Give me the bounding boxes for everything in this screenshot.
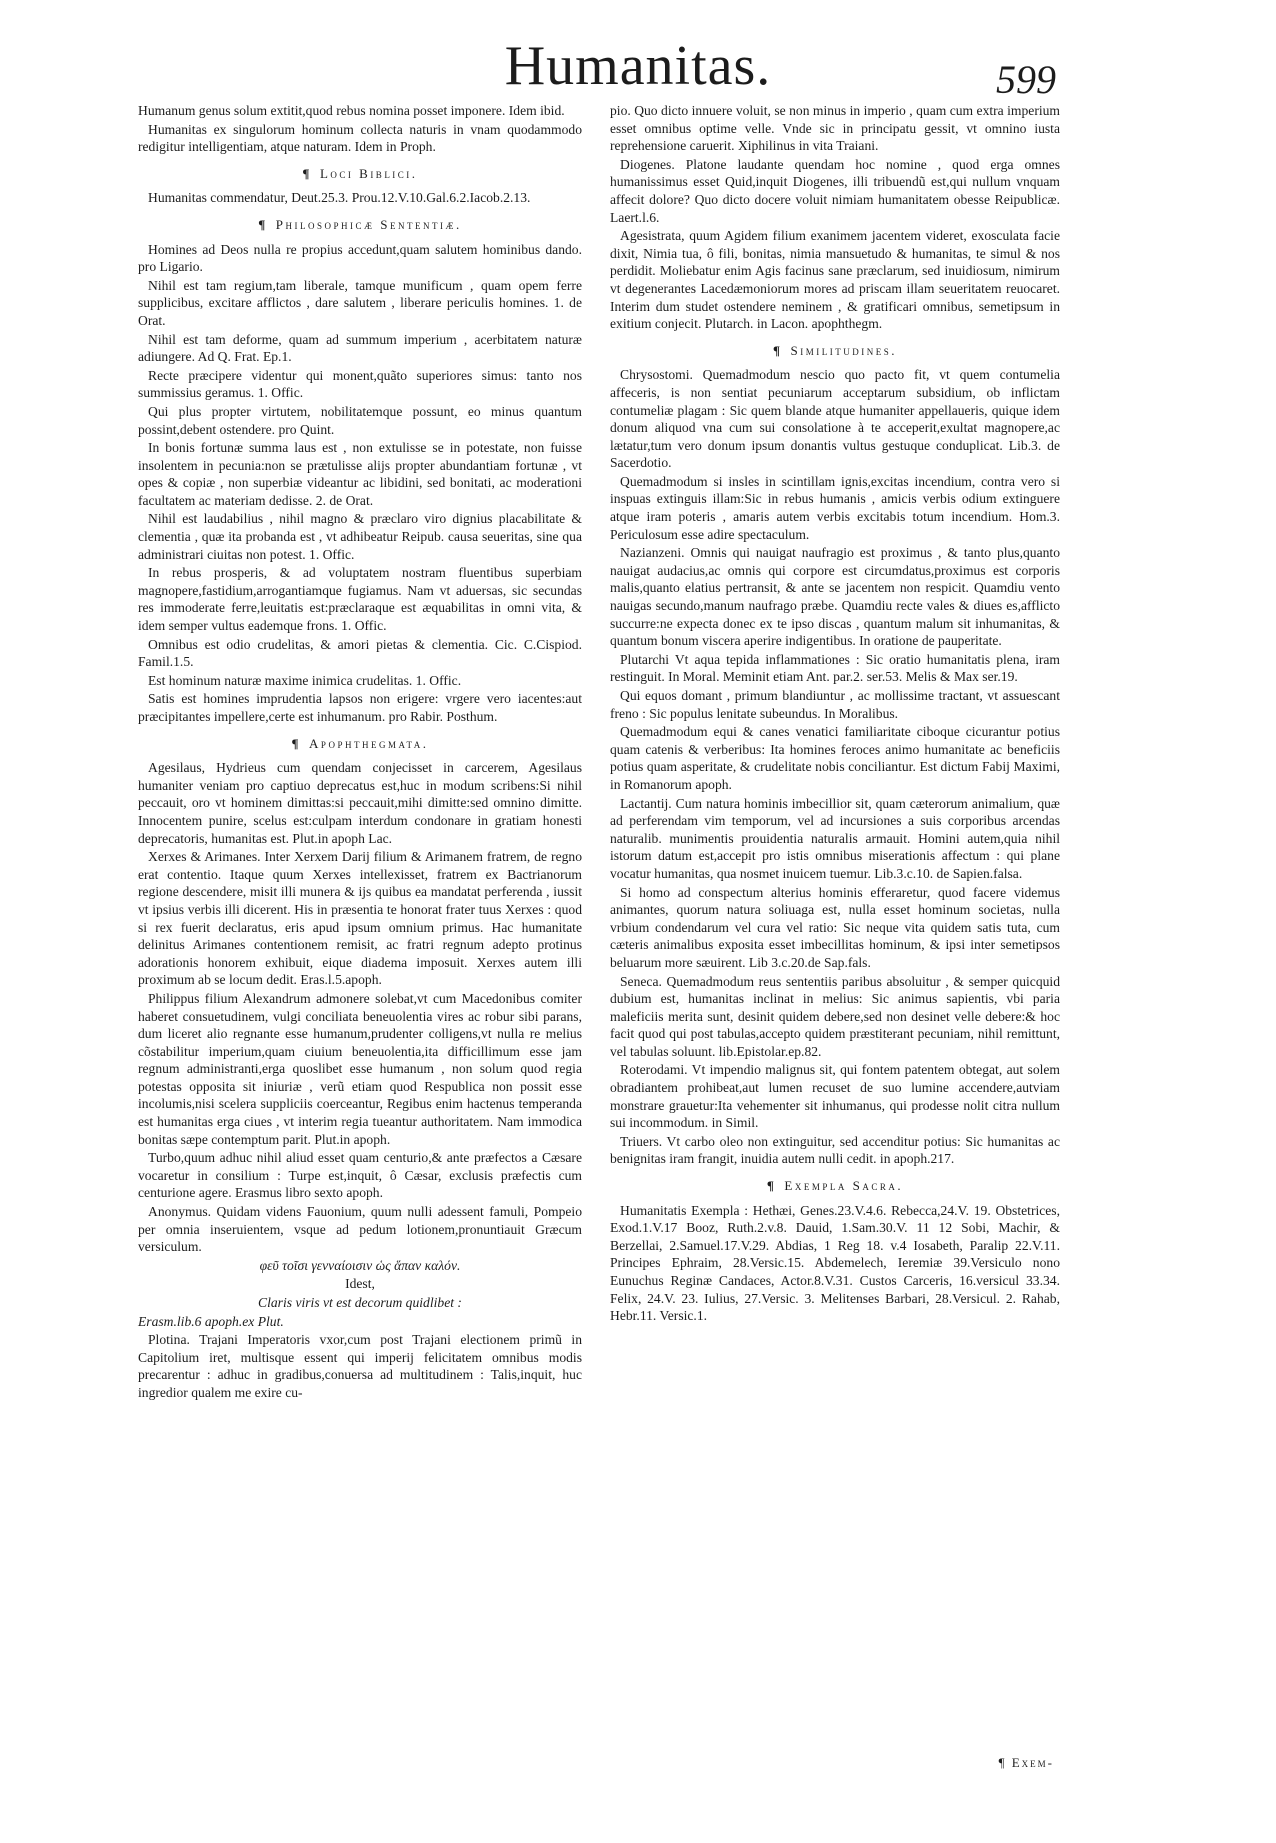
section-heading-similitudines: ¶ Similitudines. bbox=[773, 342, 897, 358]
pilcrow-icon: ¶ bbox=[302, 165, 312, 181]
paragraph: Lactantij. Cum natura hominis imbecillior sit, quam cæterorum animalium, quæ ad perferendam vim temporum, vel ad incursiones a suis corporibus arcendas naturalib. munimentis prouidentia naturalis armauit. Homini autem,quia nihil istorum datum est,accepit pro istis omnibus miserationis affectum : qui plane vocatur humanitas, qua nosmet inuicem tuemur. Lib.3.c.10. de Sapien.falsa. bbox=[610, 795, 1060, 881]
source-citation: Erasm.lib.6 apoph.ex Plut. bbox=[138, 1313, 284, 1329]
pilcrow-icon: ¶ bbox=[258, 216, 268, 232]
paragraph: Nihil est tam deforme, quam ad summum imperium , acerbitatem naturæ adiungere. Ad Q. Frat. Ep.1. bbox=[138, 331, 582, 365]
page-title: Humanitas. bbox=[504, 35, 772, 97]
paragraph: Homines ad Deos nulla re propius accedunt,quam salutem hominibus dando. pro Ligario. bbox=[138, 241, 582, 275]
paragraph: Humanitas commendatur, Deut.25.3. Prou.12.V.10.Gal.6.2.Iacob.2.13. bbox=[148, 190, 531, 206]
paragraph: Omnibus est odio crudelitas, & amori pietas & clementia. Cic. C.Cispiod. Famil.1.5. bbox=[138, 636, 582, 670]
section-heading-loci: ¶ Loci Biblici. bbox=[302, 165, 418, 181]
paragraph: Plutarchi Vt aqua tepida inflammationes : Sic oratio humanitatis plena, iram restinguit. In Moral. Meminit etiam Ant. par.2. ser.53. Melis & Max ser.19. bbox=[610, 651, 1060, 685]
paragraph: In rebus prosperis, & ad voluptatem nostram fluentibus superbiam magnopere,fastidium,arrogantiamque fugiamus. Nam vt aduersas, sic secundas res immoderate ferre,leuitatis est:præclaraque est æquabilitas in omni vita, & idem semper vultus eademque frons. 1. Offic. bbox=[138, 565, 582, 634]
paragraph: Humanitatis Exempla : Hethæi, Genes.23.V.4.6. Rebecca,24.V. 19. Obstetrices, Exod.1.V.17 Booz, Ruth.2.v.8. Dauid, 1.Sam.30.V. 11 12 Sobi, Machir, & Berzellai, 2.Samuel.17.V.29. Abdias, 1 Reg 18. v.4 Iosabeth, Paralip 22.V.11. Principes Ephraim, 28.Versic.15. Abdemelech, Ieremiæ 39.Versiculo nono Eunuchus Reginæ Candaces, Actor.8.V.31. Custos Carceris, 16.versicul 33.34. Felix, 24.V. 23. Iulius, 27.Versic. 3. Melitenses Barbari, 28.Versicul. 2. Rahab, Hebr.11. Versic.1. bbox=[610, 1202, 1060, 1324]
paragraph: Quemadmodum si insles in scintillam ignis,excitas incendium, contra vero si inspuas extinguis illam:Sic in rebus humanis , amicis verbis odium extinguere atque iram poteris , amaris autem verbis excitabis totum incendium. Hom.3. Periculosum esse adire spectaculum. bbox=[610, 473, 1060, 542]
paragraph: Anonymus. Quidam videns Fauonium, quum nulli adessent famuli, Pompeio per omnia inseruientem, vsque ad pedum lotionem,pronuntiauit Græcum versiculum. bbox=[138, 1204, 582, 1255]
paragraph: Humanitas ex singulorum hominum collecta naturis in vnam quodammodo redigitur intelligentiam, atque naturam. Idem in Proph. bbox=[138, 121, 582, 155]
paragraph: Seneca. Quemadmodum reus sententiis paribus absoluitur , & semper quicquid dubium est, humanitas inclinat in melius: Sic animus sapientis, vbi paria maleficiis merita sunt, desinit quidem debere,sed non desinet velle debere:& hoc facit quod qui post tabulas,accepto quidem præstiterant pecuniam, nihil remittunt, vel tabulas soluunt. lib.Epistolar.ep.82. bbox=[610, 973, 1060, 1059]
left-column bbox=[138, 102, 582, 1403]
paragraph: Diogenes. Platone laudante quendam hoc nomine , quod erga omnes humanissimus esset Quid,inquit Diogenes, illi tribuendũ est,qui nullum vnquam affecit dolore? Quo dicto docere voluit nimiam humanitatem obesse Reipublicæ. Laert.l.6. bbox=[610, 156, 1060, 225]
pilcrow-icon: ¶ bbox=[773, 342, 783, 358]
page-number: 599 bbox=[996, 57, 1056, 102]
latin-verse: Claris viris vt est decorum quidlibet : bbox=[258, 1295, 462, 1310]
paragraph: Quemadmodum equi & canes venatici familiaritate ciboque cicurantur potius quam catenis & verberibus: Ita homines feroces animo humanitate ac beneficiis potius quam asperitate, & crudelitate nobis conciliantur. Est dictum Fabij Maximi, in Romanorum apoph. bbox=[610, 724, 1060, 792]
paragraph: Agesilaus, Hydrieus cum quendam conjecisset in carcerem, Agesilaus humaniter veniam pro captiuo deprecatus est,huc in modum scribens:Si nihil peccauit, oro vt hominem dimittas:si peccauit,mihi dimitte:sed omnino dimitte. Innocentem punire, scelus est:culpam interdum condonare in gratiam honesti deprecatoris, humanitas est. Plut.in apoph Lac. bbox=[138, 760, 582, 846]
paragraph: pio. Quo dicto innuere voluit, se non minus in imperio , quam cum extra imperium esset omnibus optime velle. Vnde sic in principatu gessit, vt omnino iusta reprehensione caruerit. Xiphilinus in vita Traiani. bbox=[610, 103, 1060, 154]
section-heading-apophthegmata: ¶ Apophthegmata. bbox=[291, 735, 429, 751]
paragraph: Recte præcipere videntur qui monent,quãto superiores simus: tanto nos summissius geramus. 1. Offic. bbox=[138, 367, 582, 401]
paragraph: Nihil est tam regium,tam liberale, tamque munificum , quam opem ferre supplicibus, excitare afflictos , dare salutem , liberare periculis homines. 1. de Orat. bbox=[138, 277, 582, 328]
paragraph: Triuers. Vt carbo oleo non extinguitur, sed accenditur potius: Sic humanitas ac benignitas iram frangit, inuidia autem nulli cedit. in apoph.217. bbox=[610, 1133, 1060, 1167]
paragraph: Xerxes & Arimanes. Inter Xerxem Darij filium & Arimanem fratrem, de regno erat contentio. Itaque quum Xerxes intellexisset, fratrem ex Bactrianorum regione descendere, misit illi munera & ijs quibus ea mandatat perferenda , iussit vt ipsius verbis illi dicerent. His in præsentia te honorat frater tuus Xerxes : quod si rex fuerit declaratus, eris apud ipsum omnium primus. Hac humanitate delinitus Arimanes contentionem remisit, ac fratri regnum adepto protinus adorationis honorem exhibuit, eique diadema imposuit. Xerxes autem illi proximum ab se locum dedit. Eras.l.5.apoph. bbox=[138, 849, 582, 988]
paragraph: Chrysostomi. Quemadmodum nescio quo pacto fit, vt quem contumelia affeceris, is non sentiat pecuniarum acceptarum subsidium, ob inflictam contumeliæ plagam : Sic quem blande atque humaniter appellaueris, quique idem donum aliquod vna cum sui consolatione à te acceperit,exultat magnopere,ac lætatur,tum vero donum ipsum donantis vultus gestuque conduplicat. Lib.3. de Sacerdotio. bbox=[610, 367, 1060, 471]
paragraph: Agesistrata, quum Agidem filium exanimem jacentem videret, exosculata facie dixit, Nimia tua, ô fili, bonitas, nimia mansuetudo & humanitas, te simul & nos perdidit. Moliebatur enim Agis facinus sane præclarum, sed inuidiosum, nimirum vt degenerantes Lacedæmoniorum mores ad priscam illam seueritatem reuocaret. Interim dum studet ostendere neminem , & gratificari omnibus, semetipsum in exitium conjecit. Plutarch. in Lacon. apophthegm. bbox=[610, 228, 1060, 332]
paragraph: Turbo,quum adhuc nihil aliud esset quam centurio,& ante præfectos a Cæsare vocaretur in consilium : Turpe est,inquit, ô Cæsar, exclusis præfectis cum centurione agere. Erasmus libro sexto apoph. bbox=[138, 1150, 582, 1201]
paragraph: Plotina. Trajani Imperatoris vxor,cum post Trajani electionem primũ in Capitolium iret, multisque essent qui imperij felicitatem omnibus modis precarentur : adhuc in gradibus,conuersa ad multitudinem : Talis,inquit, huc ingredior qualem me exire cu- bbox=[138, 1332, 582, 1400]
paragraph: Nazianzeni. Omnis qui nauigat naufragio est proximus , & tanto plus,quanto nauigat audacius,ac omnis qui corpore est circumdatus,proximus est corporis malis,quanto elatius pertransit, & ante se jacentem non respicit. Quamdiu vento nauigas secundo,manum naufrago præbe. Quamdiu recte vales & diues es,afflicto succurre:ne expecta donec ex te ipso discas , quantum malum sit inhumanitas, & quantum bonum viscera aperire indigentibus. In oratione de pauperitate. bbox=[610, 545, 1060, 649]
running-head bbox=[0, 34, 1276, 104]
paragraph: Qui plus propter virtutem, nobilitatemque possunt, eo minus quantum possint,debent ostendere. pro Quint. bbox=[138, 403, 582, 437]
paragraph: Philippus filium Alexandrum admonere solebat,vt cum Macedonibus comiter haberet consuetudinem, vulgi conciliata beneuolentia vires ac robur sibi parans, dum liceret alio regnante esse humanum,prudenter colligens,vt nulla re melius cõstabilitur imperium,quam ciuium beneuolentia,ita difficillimum esse jam regnum administranti,erga quoslibet esse humanum , non solum quod regia potestas opposita sit iniuriæ , verũ etiam quod Respublica non possit esse incolumis,nisi scelera suppliciis coerceantur, Regibus enim hactenus temperanda est humanitas erga ciues , vt interim regia tueantur authoritatem. Nam immodica bonitas sæpe contemptum parit. Plut.in apoph. bbox=[138, 990, 582, 1147]
right-column bbox=[610, 102, 1060, 1326]
paragraph: Est hominum naturæ maxime inimica crudelitas. 1. Offic. bbox=[148, 672, 462, 688]
paragraph: Humanum genus solum extitit,quod rebus nomina posset imponere. Idem ibid. bbox=[138, 103, 565, 118]
paragraph: Qui equos domant , primum blandiuntur , ac mollissime tractant, vt assuescant freno : Sic populus lenitate subeundus. In Moralibus. bbox=[610, 688, 1060, 721]
greek-verse: φεῦ τοῖσι γενναίοισιν ὡς ἅπαν καλόν. bbox=[259, 1257, 461, 1273]
paragraph: In bonis fortunæ summa laus est , non extulisse se in potestate, non fuisse insolentem in pecunia:non se prætulisse alijs propter abundantiam fortunæ , vt opes & copiæ , non superbiæ videantur ac libidini, sed bonitati, ac moderationi facultatem ac materiam dedisse. 2. de Orat. bbox=[138, 440, 582, 508]
catchword: ¶ Exem- bbox=[998, 1755, 1054, 1770]
pilcrow-icon: ¶ bbox=[766, 1178, 777, 1194]
paragraph: Si homo ad conspectum alterius hominis efferaretur, quod facere videmus animantes, quorum natura soliuaga est, nulla esset hominum societas, nulla vrbium condendarum vel cura vel ratio: Sic neque vita quidem satis tuta, cum cæteris animalibus exposita esset imbecillitas hominum, & ipsi inter semetipsos beluarum more sæuirent. Lib 3.c.20.de Sap.fals. bbox=[610, 884, 1060, 970]
pilcrow-icon: ¶ bbox=[291, 735, 302, 751]
paragraph: Nihil est laudabilius , nihil magno & præclaro viro dignius placabilitate & clementia , quæ ita probanda est , vt adhibeatur Reipub. causa seueritas, sine qua administrari ciuitas non potest. 1. Offic. bbox=[138, 511, 582, 562]
paragraph: Satis est homines imprudentia lapsos non erigere: vrgere vero iacentes:aut præcipitantes impellere,certe est inhumanum. pro Rabir. Posthum. bbox=[138, 691, 582, 724]
idest-label: Idest, bbox=[345, 1276, 375, 1292]
paragraph: Roterodami. Vt impendio malignus sit, qui fontem patentem obtegat, aut solem obradiantem prohibeat,aut lumen recuset de suo lumine accendere,autviam monstrare grauetur:Ita vehementer sit inhumanus, qui prodesse nolit citra nullum sui incommodum. in Simil. bbox=[610, 1062, 1060, 1131]
section-heading-exempla: ¶ Exempla Sacra. bbox=[766, 1178, 904, 1194]
section-heading-philosophicae: ¶ Philosophicæ Sententiæ. bbox=[258, 216, 462, 232]
pilcrow-icon: ¶ bbox=[998, 1755, 1007, 1770]
